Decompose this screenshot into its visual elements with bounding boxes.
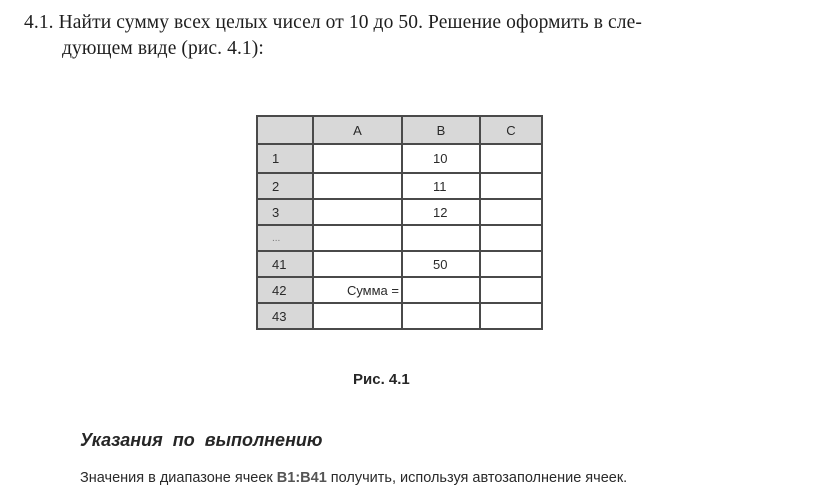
cell-b: 12: [402, 199, 480, 225]
table-row: [257, 251, 542, 277]
cell-c: [480, 251, 542, 277]
row-header: 42: [257, 277, 313, 303]
hint-range: B1:B41: [276, 470, 327, 486]
column-header-a: A: [313, 116, 402, 144]
figure-caption: Рис. 4.1: [353, 371, 410, 388]
row-header: ...: [257, 225, 313, 251]
row-header: 2: [257, 173, 313, 199]
table-row: [257, 303, 542, 329]
table-row: [257, 173, 542, 199]
cell-b: [402, 225, 480, 251]
cell-a: [313, 225, 402, 251]
row-header: 41: [257, 251, 313, 277]
cell-b: [402, 277, 480, 303]
cell-c: [480, 144, 542, 173]
column-header-row: [257, 116, 542, 144]
table-row: [257, 199, 542, 225]
cell-c: [480, 225, 542, 251]
cell-a: [313, 199, 402, 225]
cell-b: 11: [402, 173, 480, 199]
task-line-1: 4.1. Найти сумму всех целых чисел от 10 до 50. Решение оформить в сле-: [24, 12, 642, 33]
row-header: 3: [257, 199, 313, 225]
cell-c: [480, 277, 542, 303]
spreadsheet-figure: [256, 115, 543, 330]
cell-c: [480, 303, 542, 329]
column-header-c: C: [480, 116, 542, 144]
row-header: 43: [257, 303, 313, 329]
cell-c: [480, 199, 542, 225]
corner-cell: [257, 116, 313, 144]
cell-a: [313, 303, 402, 329]
row-header: 1: [257, 144, 313, 173]
hint-text: [80, 470, 627, 486]
cell-c: [480, 173, 542, 199]
table-row: [257, 225, 542, 251]
task-line-2: дующем виде (рис. 4.1):: [62, 38, 264, 59]
hint-text-before: Значения в диапазоне ячеек: [80, 470, 277, 486]
cell-a: [313, 173, 402, 199]
cell-b: 10: [402, 144, 480, 173]
cell-a: Сумма =: [313, 277, 402, 303]
cell-a: [313, 251, 402, 277]
table-row: [257, 277, 542, 303]
column-header-b: B: [402, 116, 480, 144]
table-row: [257, 144, 542, 173]
hint-text-after: получить, используя автозаполнение ячеек.: [326, 470, 628, 486]
cell-b: 50: [402, 251, 480, 277]
cell-b: [402, 303, 480, 329]
hint-title: Указания по выполнению: [80, 430, 323, 450]
cell-a: [313, 144, 402, 173]
task-statement: [24, 10, 794, 62]
